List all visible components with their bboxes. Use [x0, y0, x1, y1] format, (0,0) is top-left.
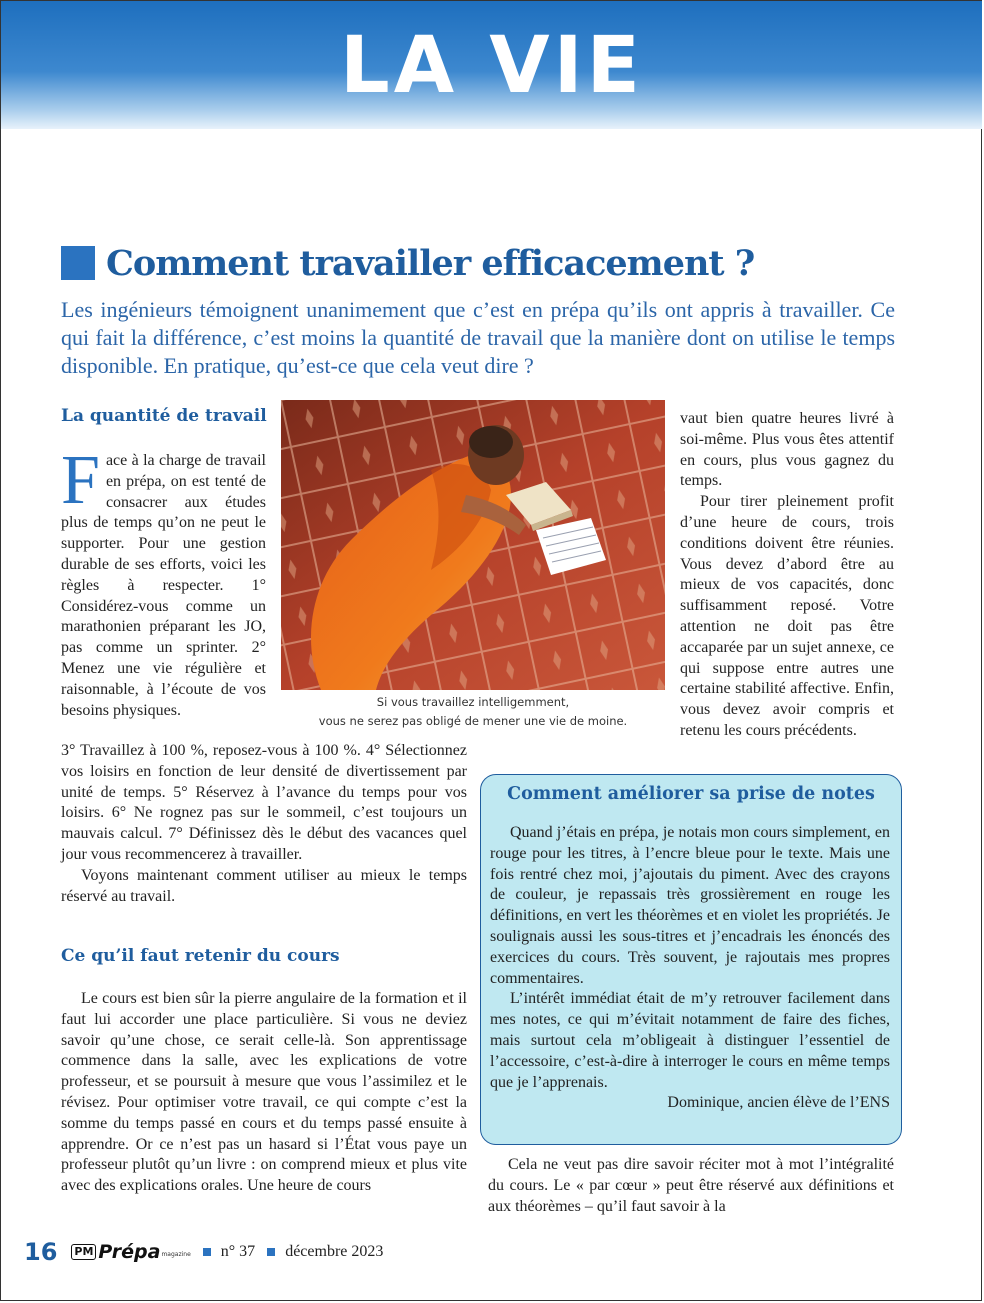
- right-paragraph-2: Pour tirer pleinement profit d’une heure de cours, trois conditions doivent être réunies. Vous devez d’abord être au mieux de vos capacités, donc suffisamment reposé. Votre attention ne doit pas être accaparée par un sujet annexe, ce qui suppose entre autres une certaine stabilité affective. Enfin, vous devez avoir compris et retenu les cours précédents.: [680, 493, 894, 739]
- title-square-icon: [61, 246, 95, 280]
- right-lower-text: [488, 1155, 894, 1217]
- box-paragraph-1: Quand j’étais en prépa, je notais mon cours simplement, en rouge pour les titres, à l’encre bleue pour le texte. Mais une fois rentré chez moi, j’ajoutais du piment. Avec des crayons de couleur, je repassais très grossièrement en rouge les définitions, en vert les théorèmes et en violet les propriétés. Je soulignais aussi les sous-titres et j’encadrais les énoncés des exercices du cours. Très souvent, je rajoutais mes propres commentaires.: [490, 824, 890, 987]
- section-title: LA VIE: [340, 21, 644, 111]
- prepa-magazine-logo: [71, 1241, 190, 1263]
- footer-square-icon: [267, 1248, 275, 1256]
- article-lead: Les ingénieurs témoignent unanimement que c’est en prépa qu’ils ont appris à travailler. Ce qui fait la différence, c’est moins la quantité de travail que la manière dont on utilise le temps disponible. En pratique, qu’est-ce que cela veut dire ?: [61, 297, 895, 378]
- caption-line-2: vous ne serez pas obligé de mener une vie de moine.: [318, 714, 628, 728]
- section-heading-quantity: La quantité de travail: [61, 406, 267, 426]
- monk-reading-photo: [281, 400, 665, 690]
- notes-tip-box: [480, 774, 902, 1145]
- box-signature: Dominique, ancien élève de l’ENS: [667, 1094, 890, 1112]
- section2-paragraph-1: Le cours est bien sûr la pierre angulaire de la formation et il faut lui accorder une place particulière. Si vous ne deviez savoir qu’une chose, ce serait celle-là. Son apprentissage commence dans la salle, avec les explications de votre professeur, et se poursuit à mesure que vous l’assimilez et le révisez. Pour optimiser votre travail, ce qui compte c’est la somme du temps passé en cours et du temps passé ensuite à apprendre. Or ce n’est pas un hasard si l’État vous paye un professeur plutôt qu’un livre : on comprend mieux et plus vite avec des explications orales. Une heure de cours: [61, 990, 467, 1195]
- section2-text: [61, 989, 467, 1197]
- right-column-text: [680, 409, 894, 742]
- box-paragraph-2: L’intérêt immédiat était de m’y retrouver facilement dans mes notes, ce qui m’évitait notamment de faire des fiches, mais surtout cela m’obligeait à distinguer l’essentiel de l’accessoire, c’est-à-dire à interroger le cours en même temps que je l’apprenais.: [490, 990, 890, 1091]
- right-paragraph-3: Cela ne veut pas dire savoir réciter mot à mot l’intégralité du cours. Le « par cœur » peut être réservé aux définitions et aux théorèmes – qu’il faut savoir à la: [488, 1156, 894, 1215]
- section1-paragraph-2: Voyons maintenant comment utiliser au mieux le temps réservé au travail.: [61, 866, 467, 905]
- section1-paragraph-1b: 3° Travaillez à 100 %, reposez-vous à 100 %. 4° Sélectionnez vos loisirs en fonction de leur densité de divertissement par unité de temps. 5° Réservez à l’avance du temps pour vos loisirs. 6° Ne rognez pas sur le sommeil, c’est toujours un mauvais calcul. 7° Définissez dès le début des vacances quel jour vous recommencerez à travailler.: [61, 742, 467, 863]
- left-column-text: [61, 442, 266, 721]
- section1-text-wide: [61, 741, 467, 907]
- article-title: Comment travailler efficacement ?: [106, 243, 755, 284]
- issue-number: n° 37: [220, 1243, 256, 1260]
- right-paragraph-1: vaut bien quatre heures livré à soi-même. Plus vous êtes attentif en cours, plus vous gagnez du temps.: [680, 410, 894, 490]
- photo-caption: [281, 693, 665, 731]
- section-heading-course: Ce qu’il faut retenir du cours: [61, 946, 340, 966]
- logo-text: Prépa: [98, 1241, 161, 1263]
- drop-cap: F: [61, 442, 100, 519]
- section1-paragraph-1: ace à la charge de travail en prépa, on est tenté de consacrer aux études plus de temps qu’on ne peut le supporter. Pour une gestion durable de ses efforts, voici les règles à respecter. 1° Considérez-vous comme un marathonien préparant les JO, pas comme un sprinter. 2° Menez une vie régulière et raisonnable, à l’écoute de vos besoins physiques.: [61, 452, 266, 719]
- box-title: Comment améliorer sa prise de notes: [507, 784, 875, 804]
- box-text: [490, 823, 890, 1114]
- page-number: 16: [24, 1238, 58, 1266]
- caption-line-1: Si vous travaillez intelligemment,: [376, 695, 570, 709]
- footer: [24, 1236, 383, 1268]
- logo-subtext: magazine: [161, 1251, 191, 1258]
- footer-square-icon: [203, 1248, 211, 1256]
- logo-mark: PM: [71, 1244, 96, 1260]
- issue-date: décembre 2023: [285, 1243, 384, 1260]
